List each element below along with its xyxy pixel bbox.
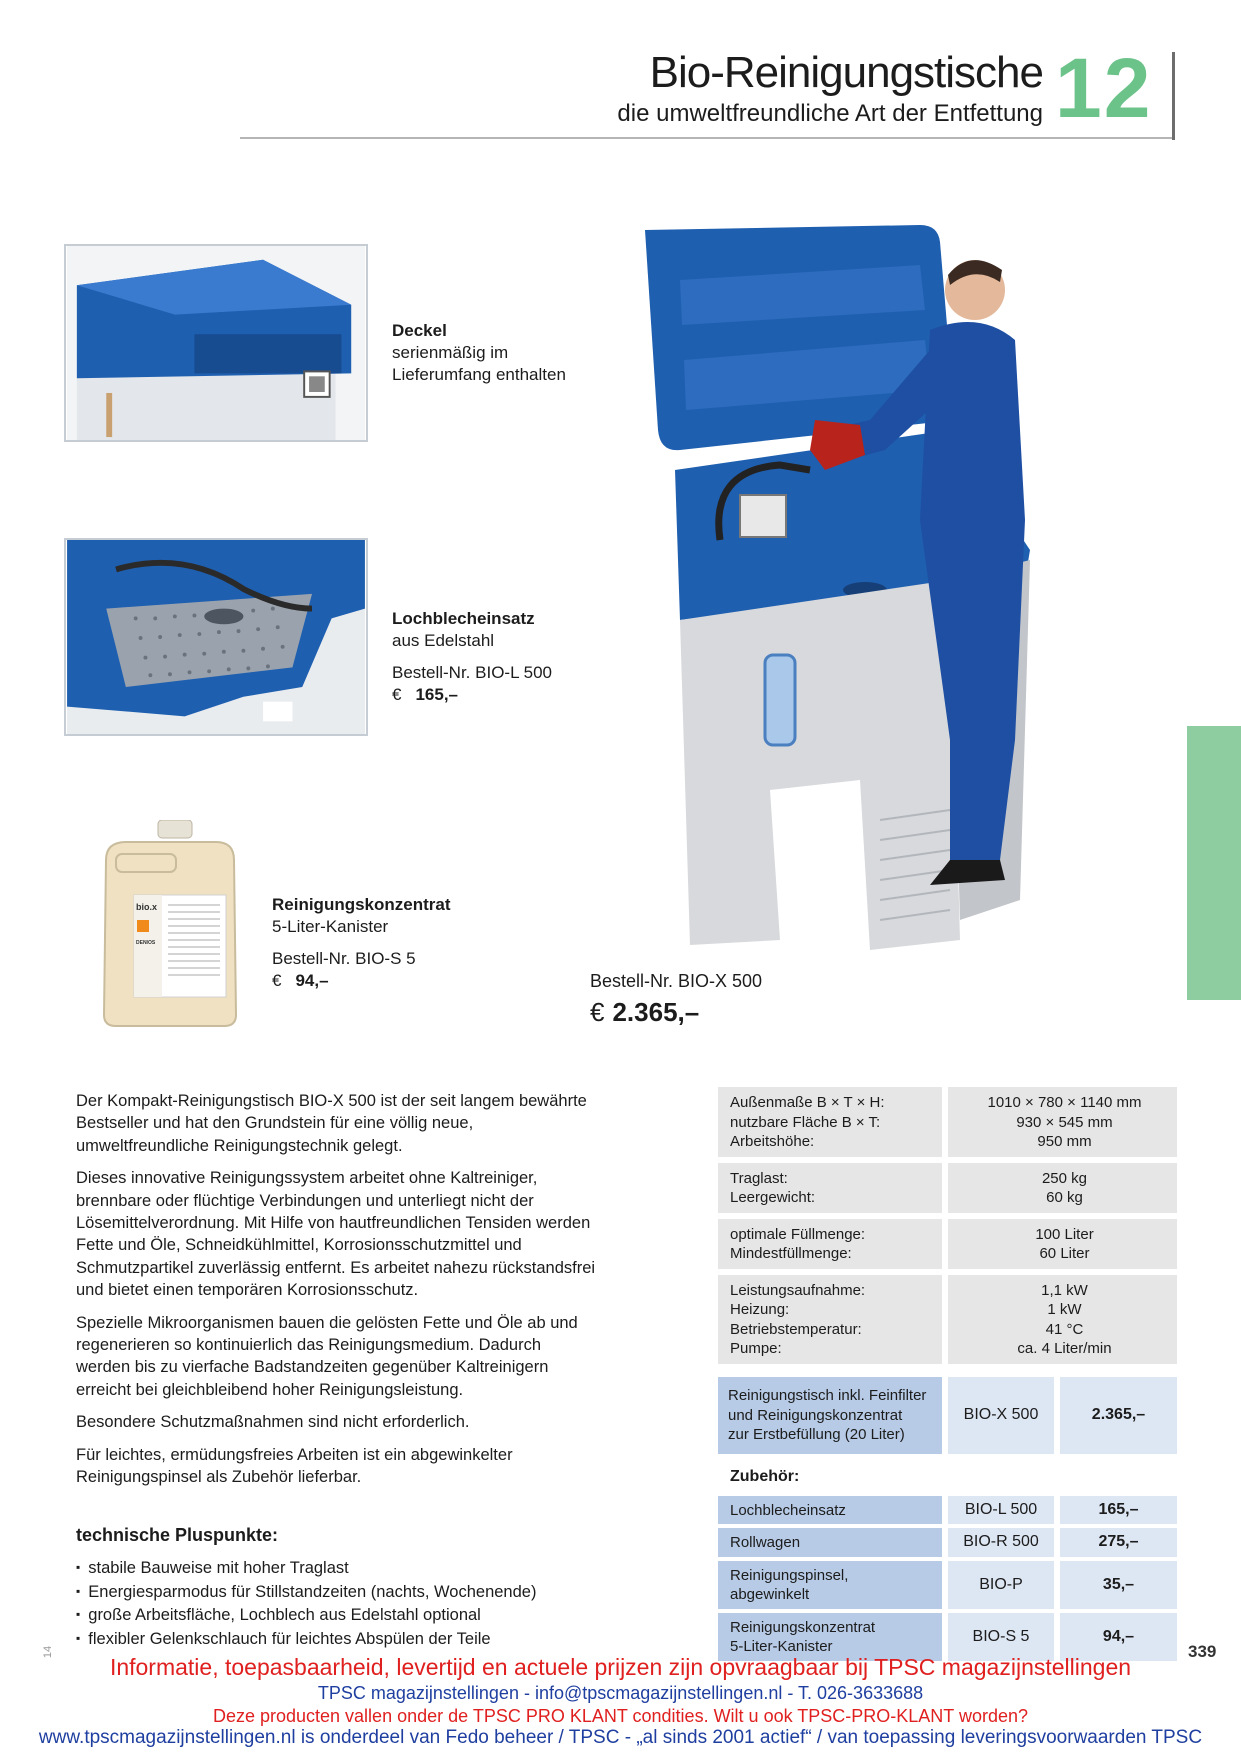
accessory-code: BIO-L 500: [948, 1496, 1054, 1525]
accessory-row: [718, 1528, 1177, 1557]
spec-row: [718, 1219, 1177, 1269]
page-margin-mark: 14: [42, 1645, 55, 1659]
accessory-code: BIO-S 5: [948, 1613, 1054, 1661]
spec-values: [948, 1087, 1177, 1157]
advantages-item: ▪ Energiesparmodus für Stillstandzeiten (nachts, Wochenende): [76, 1580, 536, 1604]
order-description-line: und Reinigungskonzentrat: [728, 1406, 903, 1424]
spec-row: [718, 1163, 1177, 1213]
header-divider: [240, 137, 1175, 139]
accessory-row: [718, 1561, 1177, 1609]
accessory-price: 275,–: [1060, 1528, 1177, 1557]
accessory-price: 94,–: [1060, 1613, 1177, 1661]
accessory-description: [718, 1561, 942, 1609]
footer-pro-client: Deze producten vallen onder de TPSC PRO KLANT condities. Wilt u ook TPSC-PRO-KLANT worden?: [212, 1706, 1029, 1726]
accessory-code: BIO-P: [948, 1561, 1054, 1609]
spec-label: nutzbare Fläche B × T:: [730, 1113, 881, 1131]
spec-label: Betriebstemperatur:: [730, 1320, 862, 1338]
perforated-insert-price: [392, 684, 552, 706]
perforated-insert-title: Lochblecheinsatz: [392, 609, 535, 628]
spec-row: [718, 1275, 1177, 1364]
specifications-table: [718, 1087, 1177, 1370]
spec-values: [948, 1275, 1177, 1364]
order-row-main: [718, 1377, 1177, 1454]
spec-values: [948, 1163, 1177, 1213]
concentrate-order: Bestell-Nr. BIO-S 5: [272, 949, 416, 968]
perforated-insert-caption: [392, 608, 552, 706]
spec-label: optimale Füllmenge:: [730, 1225, 866, 1243]
page-title: Bio-Reinigungstische: [649, 48, 1043, 97]
spec-value: 1 kW: [1047, 1301, 1082, 1318]
spec-values: [948, 1219, 1177, 1269]
main-product-order: Bestell-Nr. BIO-X 500: [590, 971, 763, 991]
lid-caption: [392, 320, 566, 386]
spec-value: 250 kg: [1041, 1169, 1088, 1187]
accessory-description-line: 5-Liter-Kanister: [730, 1638, 833, 1655]
accessory-description: [718, 1528, 942, 1557]
accessory-code: BIO-R 500: [948, 1528, 1054, 1557]
accessory-description-line: Rollwagen: [730, 1534, 801, 1551]
perforated-insert-photo: [64, 538, 368, 736]
lid-line-1: serienmäßig im: [392, 343, 509, 362]
perforated-insert-line-1: aus Edelstahl: [392, 631, 495, 650]
order-code: BIO-X 500: [948, 1377, 1054, 1454]
perforated-insert-order: Bestell-Nr. BIO-L 500: [392, 663, 552, 682]
page-number: 339: [1188, 1642, 1217, 1661]
canister-photo: [96, 820, 246, 1030]
cleaning-table-with-worker-illustration: [620, 220, 1120, 960]
concentrate-title: Reinigungskonzentrat: [272, 895, 451, 914]
chapter-side-tab: [1187, 726, 1241, 1000]
price-value: 165,–: [415, 685, 459, 704]
currency-symbol: €: [272, 971, 282, 990]
advantages-list: [76, 1556, 536, 1650]
concentrate-caption: [272, 894, 451, 992]
spec-label: Arbeitshöhe:: [730, 1133, 815, 1150]
spec-value: 1,1 kW: [1041, 1281, 1088, 1299]
accessory-price: 165,–: [1060, 1496, 1177, 1525]
currency-symbol: €: [392, 685, 402, 704]
canister-label-text: bio.x: [136, 902, 158, 912]
spec-label: Pumpe:: [730, 1340, 782, 1357]
order-table: [718, 1377, 1177, 1665]
description-paragraph: Spezielle Mikroorganismen bauen die gelösten Fette und Öle ab und regenerieren so kontinuierlich das Reinigungsmedium. Dadurch werden bis zu vierfache Badstandzeiten gegenüber Kaltreinigern erreicht bei gleichbleibend hoher Reinigungsleistung.: [76, 1313, 578, 1399]
spec-value: 930 × 545 mm: [1016, 1113, 1113, 1131]
spec-label: Mindestfüllmenge:: [730, 1245, 852, 1262]
advantages-heading: technische Pluspunkte:: [76, 1525, 279, 1545]
accessory-description-line: Lochblecheinsatz: [730, 1501, 846, 1519]
accessory-description-line: Reinigungspinsel, abgewinkelt: [730, 1566, 849, 1603]
lid-line-2: Lieferumfang enthalten: [392, 365, 566, 384]
currency-symbol: €: [590, 997, 605, 1027]
accessory-price: 35,–: [1060, 1561, 1177, 1609]
advantages-item: ▪ große Arbeitsfläche, Lochblech aus Edelstahl optional: [76, 1603, 536, 1627]
chapter-number: 12: [1055, 41, 1153, 135]
order-description: [718, 1377, 942, 1454]
description-paragraph: Dieses innovative Reinigungssystem arbeitet ohne Kaltreiniger, brennbare oder flüchtige Verbindungen und unterliegt nicht der Lösemittelverordnung. Mit Hilfe von hautfreundlichen Tensiden werden Fette und Öle, Schneidkühlmittel, Korrosionsschutzmittel und Schmutzpartikel zuverlässig entfernt. Es arbeitet nahezu rückstandsfrei und bietet einen temporären Korrosionsschutz.: [76, 1169, 596, 1300]
description-paragraph: Für leichtes, ermüdungsfreies Arbeiten ist ein abgewinkelter Reinigungspinsel als Zubehör lieferbar.: [76, 1445, 513, 1487]
spec-label: Traglast:: [730, 1169, 788, 1187]
spec-label: Außenmaße B × T × H:: [730, 1094, 885, 1111]
spec-labels: [718, 1087, 942, 1157]
spec-label: Leergewicht:: [730, 1189, 816, 1206]
spec-labels: [718, 1275, 942, 1364]
order-description-line: zur Erstbefüllung (20 Liter): [728, 1426, 905, 1443]
main-product-photo: [620, 220, 1120, 960]
footer-contact[interactable]: TPSC magazijnstellingen - info@tpscmagazijnstellingen.nl - T. 026-3633688: [317, 1683, 924, 1703]
accessory-description-line: Reinigungskonzentrat: [730, 1618, 876, 1636]
spec-value: 60 kg: [1046, 1189, 1083, 1206]
spec-label: Heizung:: [730, 1301, 790, 1318]
advantages-item: ▪ flexibler Gelenkschlauch für leichtes Abspülen der Teile: [76, 1627, 536, 1651]
spec-row: [718, 1087, 1177, 1157]
concentrate-price: [272, 970, 451, 992]
chapter-divider: [1172, 52, 1175, 140]
canister-brand-text: DENIOS: [136, 940, 156, 946]
spec-labels: [718, 1163, 942, 1213]
order-description-line: Reinigungstisch inkl. Feinfilter: [728, 1387, 927, 1404]
spec-value: 100 Liter: [1035, 1225, 1094, 1243]
footer-info: Informatie, toepasbaarheid, levertijd en actuele prijzen zijn opvraagbaar bij TPSC magazijnstellingen: [109, 1654, 1132, 1680]
price-value: 94,–: [295, 971, 329, 990]
description-paragraph: Besondere Schutzmaßnahmen sind nicht erforderlich.: [76, 1413, 470, 1432]
canister-illustration: [96, 820, 246, 1030]
main-product-price: [590, 997, 699, 1028]
description-paragraph: Der Kompakt-Reinigungstisch BIO-X 500 ist der seit langem bewährte Bestseller und hat den Grundstein für eine völlig neue, umweltfreundliche Reinigungstechnik gelegt.: [76, 1092, 587, 1155]
perforated-insert-illustration: [66, 540, 366, 734]
spec-label: Leistungsaufnahme:: [730, 1281, 866, 1299]
spec-value: 60 Liter: [1039, 1245, 1090, 1262]
order-price: 2.365,–: [1060, 1377, 1177, 1454]
footer-website[interactable]: www.tpscmagazijnstellingen.nl is onderdeel van Fedo beheer / TPSC - „al sinds 2001 actief“ / van toepassing leveringsvoorwaarden TPSC: [38, 1727, 1203, 1748]
spec-value: 950 mm: [1037, 1133, 1092, 1150]
lid-title: Deckel: [392, 321, 447, 340]
spec-value: 41 °C: [1045, 1320, 1084, 1338]
page-subtitle: die umweltfreundliche Art der Entfettung: [617, 100, 1043, 127]
concentrate-line-1: 5-Liter-Kanister: [272, 917, 389, 936]
spec-value: 1010 × 780 × 1140 mm: [987, 1094, 1142, 1111]
accessories-heading: Zubehör:: [730, 1467, 800, 1485]
accessory-description: [718, 1496, 942, 1525]
advantages-item: ▪ stabile Bauweise mit hoher Traglast: [76, 1556, 536, 1580]
spec-value: ca. 4 Liter/min: [1017, 1340, 1112, 1357]
accessory-row: [718, 1496, 1177, 1525]
lid-photo: [64, 244, 368, 442]
spec-labels: [718, 1219, 942, 1269]
price-value: 2.365,–: [612, 997, 700, 1027]
description: [76, 1090, 596, 1499]
lid-illustration: [66, 246, 366, 440]
